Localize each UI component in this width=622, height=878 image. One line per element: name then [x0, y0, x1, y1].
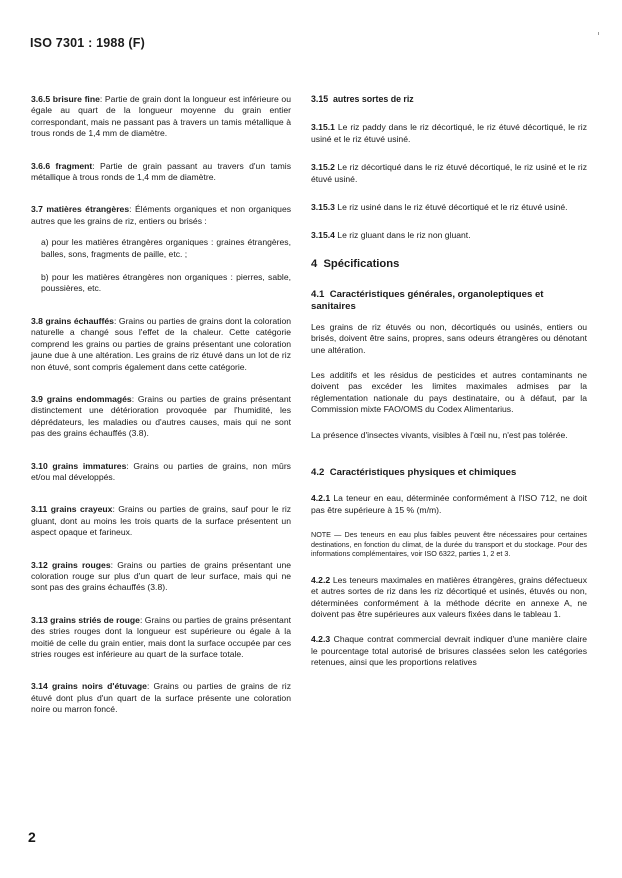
definition-3-7: 3.7 matières étrangères: Éléments organiques et non organiques autres que les grains de riz, entiers ou brisés : a) pour les matières étrangères organiques : graines étrangères, balles, sons, fragments de paille, etc. ; b) pour les matières étrangères non organiques : pierres, sable, poussières, etc. [31, 204, 292, 294]
page-number: 2 [28, 829, 36, 845]
paragraph-4-1-b: Les additifs et les résidus de pesticides et autres contaminants ne doivent pas excéder les limites maximales admises par la réglementation nationale du pays destinataire, ou à défaut, par la Commission mixte FAO/OMS du Codex Alimentarius. [311, 370, 587, 415]
paragraph-4-1-c: La présence d'insectes vivants, visibles à l'œil nu, n'est pas tolérée. [311, 429, 568, 440]
definition-3-15-3: 3.15.3 Le riz usiné dans le riz étuvé décortiqué et le riz étuvé usiné. [311, 202, 568, 213]
right-column [311, 94, 587, 669]
paragraph-4-2-2: 4.2.2 Les teneurs maximales en matières étrangères, grains défectueux et autres sortes de riz dans les riz décortiqué et usinés, étuvés ou non, déterminées conformément à la méthode décrite en annexe A, ne doivent pas être supérieures aux valeurs fixées dans le tableau 1. [311, 574, 587, 619]
section-4-1-heading: 4.1 Caractéristiques générales, organoleptiques et sanitaires [311, 288, 544, 312]
note-4-2-1: NOTE — Des teneurs en eau plus faibles peuvent être nécessaires pour certaines destinations, en fonction du climat, de la durée du transport et du stockage. Pour des informations complémentaires, voir ISO 6322, parties 1, 2 et 3. [311, 529, 587, 559]
section-4-heading: 4 Spécifications [311, 257, 400, 270]
definition-3-6-5: 3.6.5 brisure fine: Partie de grain dont la longueur est inférieure ou égale au quart de la longueur moyenne du grain entier correspondant, mais ne passant pas à travers un tamis métallique à trous ronds de 1,4 mm de diamètre. [31, 94, 291, 139]
definition-3-7-item-b: b) pour les matières étrangères non organiques : pierres, sable, poussières, etc. [41, 272, 291, 294]
definition-3-7-item-a: a) pour les matières étrangères organiques : graines étrangères, balles, sons, fragments de paille, etc. ; [41, 237, 291, 259]
paragraph-4-2-3: 4.2.3 Chaque contrat commercial devrait indiquer d'une manière claire le pourcentage total autorisé de brisures classées selon les catégories retenues, ainsi que les proportions relatives [311, 634, 587, 668]
section-3-15-heading: 3.15 autres sortes de riz [311, 94, 414, 104]
definition-3-15-2: 3.15.2 Le riz décortiqué dans le riz étuvé décortiqué, le riz usiné et le riz étuvé usiné. [311, 162, 587, 184]
definition-3-6-6: 3.6.6 fragment: Partie de grain passant au travers d'un tamis métallique à trous ronds de 1,4 mm de diamètre. [31, 160, 291, 183]
definition-3-12: 3.12 grains rouges: Grains ou parties de grains présentant une coloration rouge sur plus d'un quart de leur surface, mais qui ne sont pas des grains échauffés (3.8). [31, 559, 292, 593]
section-4-2-heading: 4.2 Caractéristiques physiques et chimiques [311, 467, 517, 479]
definition-3-13: 3.13 grains striés de rouge: Grains ou parties de grains présentant des stries rouges dont la longueur est supérieure ou égale à la moitié de celle du grain entier, mais dont la surface occupée par ces stries rouges est inférieure au quart de la surface totale. [31, 614, 291, 659]
definition-3-14: 3.14 grains noirs d'étuvage: Grains ou parties de grains de riz étuvé dont plus d'un quart de la surface présente une coloration noire ou marron foncé. [31, 681, 292, 715]
paragraph-4-1-a: Les grains de riz étuvés ou non, décortiqués ou usinés, entiers ou brisés, doivent être sains, propres, sans odeurs étrangères ou dénotant une altération. [311, 321, 587, 355]
definition-3-15-4: 3.15.4 Le riz gluant dans le riz non gluant. [311, 230, 471, 241]
definition-3-10: 3.10 grains immatures: Grains ou parties de grains, non mûrs et/ou mal développés. [31, 460, 291, 482]
scan-mark [598, 32, 599, 35]
left-column [31, 94, 291, 737]
definition-3-11: 3.11 grains crayeux: Grains ou parties de grains, sauf pour le riz gluant, dont au moins les trois quarts de la surface présentent un aspect opaque et farineux. [31, 504, 292, 538]
definition-3-8: 3.8 grains échauffés: Grains ou parties de grains dont la coloration naturelle a changé sous l'effet de la chaleur. Cette catégorie comprend les grains ou parties de grains présentant une coloration jaune due à une altération. Les grains de riz étuvé dans un lot de riz non étuvé, sont compris également dans cette catégorie. [31, 315, 291, 372]
paragraph-4-2-1: 4.2.1 La teneur en eau, déterminée conformément à l'ISO 712, ne doit pas être supérieure à 15 % (m/m). [311, 493, 587, 515]
document-header: ISO 7301 : 1988 (F) [30, 36, 145, 50]
definition-3-15-1: 3.15.1 Le riz paddy dans le riz décortiqué, le riz étuvé décortiqué, le riz usiné et le riz étuvé usiné. [311, 122, 587, 144]
definition-3-9: 3.9 grains endommagés: Grains ou parties de grains présentant distinctement une détérioration provoquée par l'humidité, les déprédateurs, les maladies ou d'autres causes, mais qui ne sont pas des grains échauffés (3.8). [31, 393, 291, 439]
